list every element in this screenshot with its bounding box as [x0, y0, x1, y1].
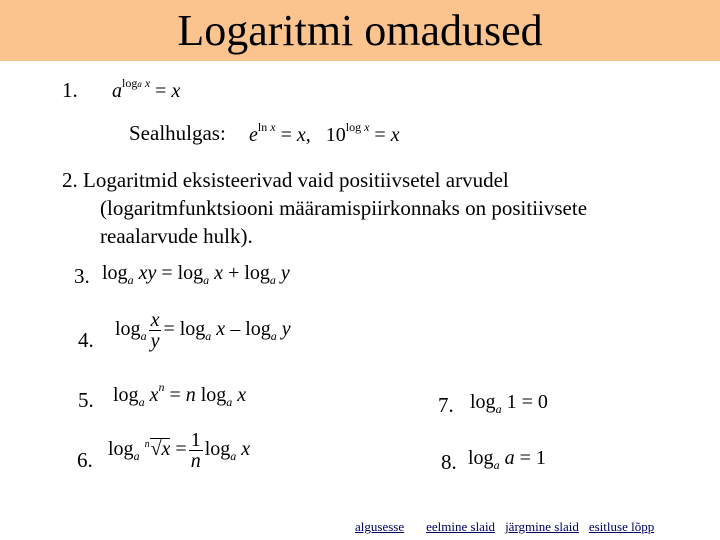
item-2-text-line2: (logaritmfunktsiooni määramispiirkonnaks on positiivsete	[100, 196, 588, 220]
first-slide-link[interactable]: algusesse	[355, 519, 405, 534]
end-presentation-link[interactable]: esitluse lõpp	[588, 519, 655, 534]
item-number-4: 4.	[78, 328, 94, 352]
formula-6: $\log_a ^n√x$ = $\frac{1}{n}$ $\log_a x$	[108, 429, 251, 472]
item-number-5: 5.	[78, 388, 94, 412]
item-number-3: 3.	[74, 264, 90, 288]
formula-7: $\log_a 1 = 0$	[470, 391, 548, 416]
formula-8: $\log_a a = 1$	[468, 447, 546, 472]
item-number-7: 7.	[438, 393, 454, 417]
next-slide-link[interactable]: järgmine slaid	[505, 519, 579, 534]
formula-3: $\log_a$ xy = $\log_a x + \log_a y$	[102, 262, 290, 287]
previous-slide-link[interactable]: eelmine slaid	[426, 519, 496, 534]
item-number-6: 6.	[77, 448, 93, 472]
formula-1: $a^{loga x} = x$	[112, 76, 181, 102]
footer-nav	[355, 518, 654, 536]
item-2-text-line3: reaalarvude hulk).	[100, 224, 253, 248]
item-number-1: 1.	[62, 78, 78, 102]
slide-title: Logaritmi omadused	[177, 6, 543, 55]
formula-special-cases: $e^{ln x} = x$, $10^{log x} = x$	[249, 120, 400, 146]
special-cases-label: Sealhulgas:	[129, 121, 226, 145]
item-number-8: 8.	[441, 450, 457, 474]
formula-5: $\log_a x^n = n$ $\log_a x$	[113, 380, 247, 409]
item-2-text-line1: 2. Logaritmid eksisteerivad vaid positiivsetel arvudel	[62, 168, 509, 192]
formula-4: $\log_a$ $\frac{x}{y}$ = $\log_a x - \log_a y$	[115, 309, 291, 352]
